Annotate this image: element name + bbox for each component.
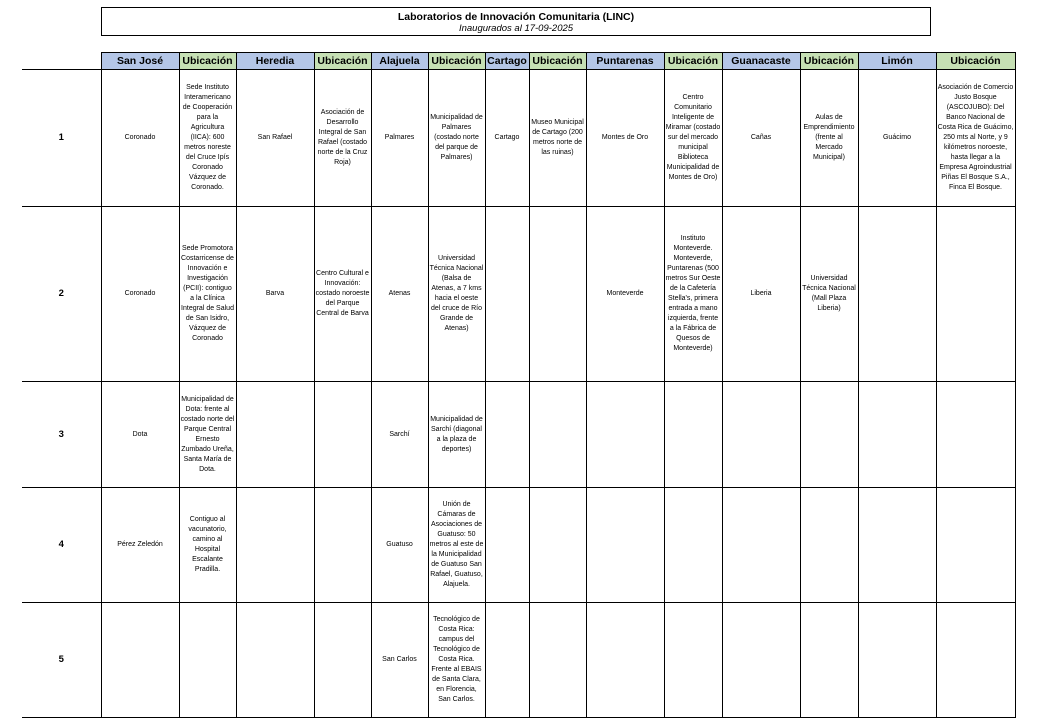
table-cell: Municipalidad de Sarchí (diagonal a la plaza de deportes) — [428, 382, 485, 488]
table-cell: Tecnológico de Costa Rica: campus del Tecnológico de Costa Rica. Frente al EBAIS de Santa Clara, en Florencia, San Carlos. — [428, 603, 485, 718]
table-cell — [586, 603, 664, 718]
table-cell — [586, 382, 664, 488]
table-cell: Centro Cultural e Innovación: costado noroeste del Parque Central de Barva — [314, 207, 371, 382]
table-cell — [858, 603, 936, 718]
table-cell: Sarchí — [371, 382, 428, 488]
table-cell — [858, 382, 936, 488]
table-cell — [800, 488, 858, 603]
table-cell: Pérez Zeledón — [101, 488, 179, 603]
table-cell — [529, 207, 586, 382]
table-cell — [936, 603, 1015, 718]
table-cell: Sede Promotora Costarricense de Innovación e Investigación (PCII): contiguo a la Clínica Integral de Salud de San Isidro, Vázquez de Coronado — [179, 207, 236, 382]
table-cell — [485, 488, 529, 603]
table-cell — [236, 488, 314, 603]
table-cell: Asociación de Comercio Justo Bosque (ASCOJUBO): Del Banco Nacional de Costa Rica de Guácimo, 250 mts al Norte, y 9 kilómetros noroeste, hasta llegar a la Empresa Agroindustrial Piñas El Bosque S.A., Finca El Bosque. — [936, 70, 1015, 207]
table-row — [22, 382, 1015, 488]
table-cell: Montes de Oro — [586, 70, 664, 207]
header-ubicacion: Ubicación — [800, 53, 858, 70]
table-cell: Universidad Técnica Nacional (Mall Plaza Liberia) — [800, 207, 858, 382]
table-cell: Aulas de Emprendimiento (frente al Mercado Municipal) — [800, 70, 858, 207]
table-cell — [858, 488, 936, 603]
table-cell: Cartago — [485, 70, 529, 207]
table-subtitle: Inaugurados al 17-09-2025 — [458, 23, 574, 34]
table-cell: Palmares — [371, 70, 428, 207]
header-ubicacion: Ubicación — [314, 53, 371, 70]
table-cell — [586, 488, 664, 603]
table-cell: Centro Comunitario Inteligente de Miramar (costado sur del mercado municipal Biblioteca Municipalidad de Montes de Oro) — [664, 70, 722, 207]
header-guanacaste: Guanacaste — [722, 53, 800, 70]
table-cell: Guácimo — [858, 70, 936, 207]
table-row — [22, 603, 1015, 718]
table-cell — [485, 207, 529, 382]
table-cell — [936, 382, 1015, 488]
table-cell — [936, 207, 1015, 382]
table-cell: San Rafael — [236, 70, 314, 207]
row-number: 5 — [22, 603, 101, 718]
table-cell: Museo Municipal de Cartago (200 metros norte de las ruinas) — [529, 70, 586, 207]
row-number: 2 — [22, 207, 101, 382]
header-row — [22, 53, 1015, 70]
table-cell — [179, 603, 236, 718]
table-cell: Municipalidad de Palmares (costado norte del parque de Palmares) — [428, 70, 485, 207]
row-number: 1 — [22, 70, 101, 207]
table-cell — [722, 488, 800, 603]
table-cell: Sede Instituto Interamericano de Cooperación para la Agricultura (IICA): 600 metros noreste del Cruce Ipís Coronado Vázquez de Coronado. — [179, 70, 236, 207]
table-cell: Coronado — [101, 70, 179, 207]
table-cell: Monteverde — [586, 207, 664, 382]
table-cell — [858, 207, 936, 382]
table-cell: Atenas — [371, 207, 428, 382]
table-cell — [800, 382, 858, 488]
header-ubicacion: Ubicación — [529, 53, 586, 70]
table-cell: San Carlos — [371, 603, 428, 718]
table-cell — [664, 488, 722, 603]
header-corner — [22, 53, 101, 70]
header-limon: Limón — [858, 53, 936, 70]
header-ubicacion: Ubicación — [936, 53, 1015, 70]
table-cell — [314, 603, 371, 718]
header-ubicacion: Ubicación — [428, 53, 485, 70]
table-cell — [664, 382, 722, 488]
title-box — [101, 7, 931, 36]
table-cell: Instituto Monteverde. Monteverde, Puntarenas (500 metros Sur Oeste de la Cafetería Stella's, primera entrada a mano izquierda, frente a la Fábrica de Quesos de Monteverde) — [664, 207, 722, 382]
table-cell: Municipalidad de Dota: frente al costado norte del Parque Central Ernesto Zumbado Ureña, Santa María de Dota. — [179, 382, 236, 488]
table-cell — [485, 603, 529, 718]
table-cell — [236, 382, 314, 488]
table-cell — [485, 382, 529, 488]
table-cell — [314, 488, 371, 603]
table-cell — [664, 603, 722, 718]
table-cell: Dota — [101, 382, 179, 488]
linc-table — [22, 52, 1016, 718]
table-row — [22, 207, 1015, 382]
table-cell — [529, 382, 586, 488]
row-number: 3 — [22, 382, 101, 488]
table-cell — [800, 603, 858, 718]
table-cell: Unión de Cámaras de Asociaciones de Guatuso: 50 metros al este de la Municipalidad de Guatuso San Rafael, Guatuso, Alajuela. — [428, 488, 485, 603]
table-cell — [529, 603, 586, 718]
table-cell — [936, 488, 1015, 603]
table-cell: Barva — [236, 207, 314, 382]
table-cell: Cañas — [722, 70, 800, 207]
header-puntarenas: Puntarenas — [586, 53, 664, 70]
table-cell — [722, 603, 800, 718]
header-cartago: Cartago — [485, 53, 529, 70]
table-cell — [314, 382, 371, 488]
header-ubicacion: Ubicación — [179, 53, 236, 70]
table-cell: Universidad Técnica Nacional (Balsa de Atenas, a 7 kms hacia el oeste del cruce de Río Grande de Atenas) — [428, 207, 485, 382]
table-cell: Asociación de Desarrollo Integral de San Rafael (costado norte de la Cruz Roja) — [314, 70, 371, 207]
table-cell — [236, 603, 314, 718]
header-ubicacion: Ubicación — [664, 53, 722, 70]
header-heredia: Heredia — [236, 53, 314, 70]
table-cell: Contiguo al vacunatorio, camino al Hospital Escalante Pradilla. — [179, 488, 236, 603]
table-cell — [529, 488, 586, 603]
table-row — [22, 488, 1015, 603]
table-cell: Liberia — [722, 207, 800, 382]
table-title: Laboratorios de Innovación Comunitaria (LINC) — [397, 11, 635, 23]
row-number: 4 — [22, 488, 101, 603]
table-cell — [722, 382, 800, 488]
header-san-jose: San José — [101, 53, 179, 70]
table-row — [22, 70, 1015, 207]
table-cell: Coronado — [101, 207, 179, 382]
header-alajuela: Alajuela — [371, 53, 428, 70]
table-cell — [101, 603, 179, 718]
table-cell: Guatuso — [371, 488, 428, 603]
